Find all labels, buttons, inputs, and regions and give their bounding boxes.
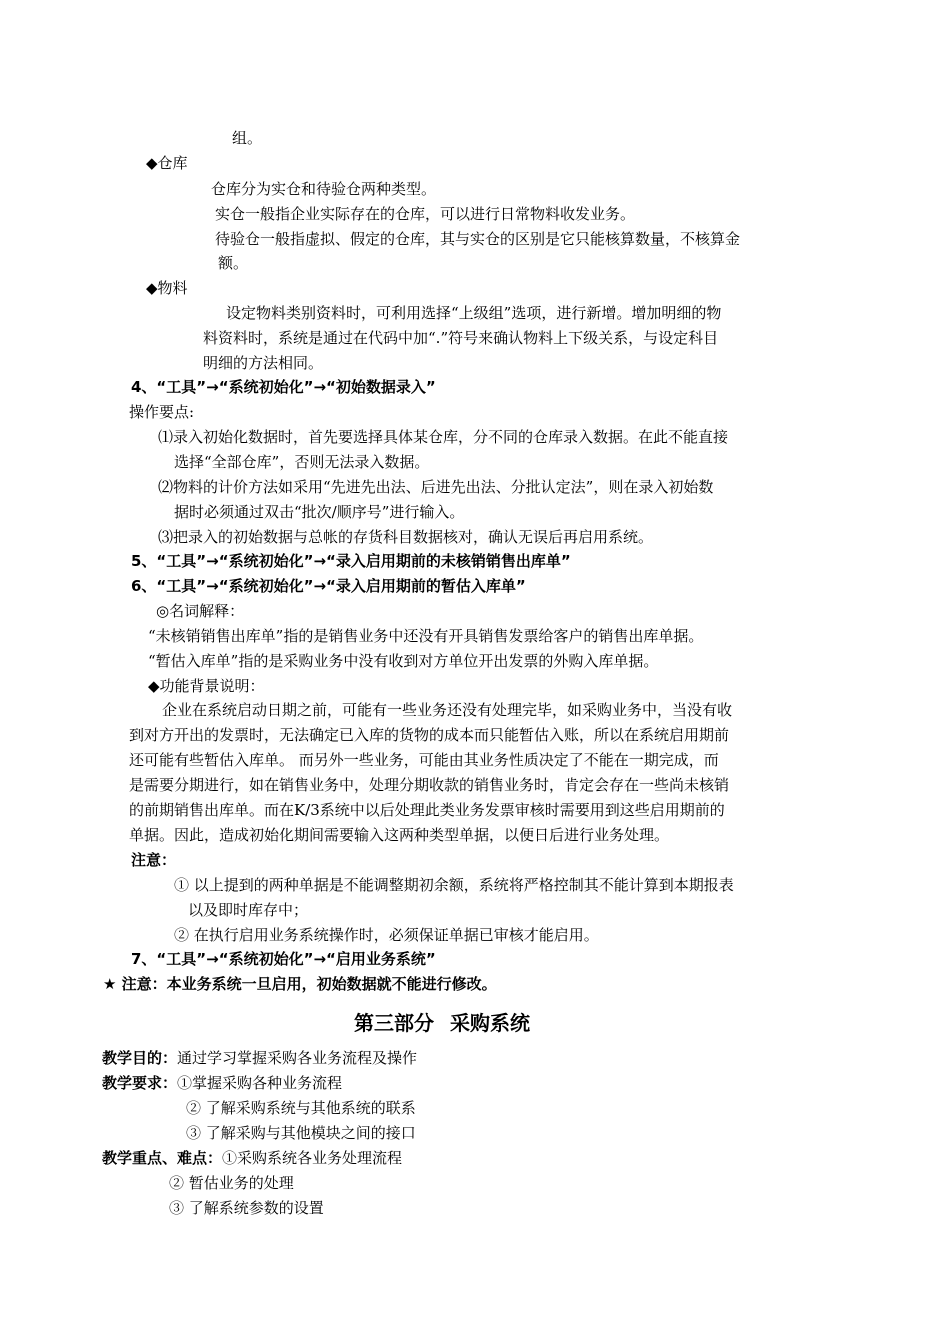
text-line: 操作要点: — [129, 403, 195, 421]
step-heading-5: 5、“工具”→“系统初始化”→“录入启用期前的未核销销售出库单” — [131, 552, 571, 570]
step-heading-7: 7、“工具”→“系统初始化”→“启用业务系统” — [131, 950, 436, 968]
teaching-requirement-1: ①掌握采购各种业务流程 — [177, 1074, 343, 1092]
text-line: 以及即时库存中； — [188, 901, 309, 919]
text-line: 是需要分期进行，如在销售业务中，处理分期收款的销售业务时，肯定会存在一些尚未核销 — [129, 776, 730, 794]
teaching-requirement-label: 教学要求： — [102, 1074, 178, 1092]
text-line: 仓库分为实仓和待验仓两种类型。 — [211, 180, 437, 198]
section-title — [354, 1010, 530, 1036]
text-line: 还可能有些暂估入库单。 而另外一些业务，可能由其业务性质决定了不能在一期完成，而 — [129, 751, 719, 769]
text-line: 据时必须通过双击“批次/顺序号”进行输入。 — [174, 503, 465, 521]
bullet-heading-material: ◆物料 — [146, 279, 188, 297]
teaching-goal-text: 通过学习掌握采购各业务流程及操作 — [177, 1049, 418, 1067]
teaching-goal-label: 教学目的： — [102, 1049, 178, 1067]
list-item: ② 在执行启用业务系统操作时，必须保证单据已审核才能启用。 — [174, 926, 599, 944]
teaching-requirement-2: ② 了解采购系统与其他系统的联系 — [186, 1099, 416, 1117]
teaching-key-1: ①采购系统各业务处理流程 — [222, 1149, 403, 1167]
step-heading-4: 4、“工具”→“系统初始化”→“初始数据录入” — [131, 378, 436, 396]
note-label: 注意： — [131, 851, 177, 869]
text-line: 待验仓一般指虚拟、假定的仓库，其与实仓的区别是它只能核算数量，不核算金 — [215, 230, 741, 248]
bullet-heading-background: ◆功能背景说明： — [148, 677, 265, 695]
text-line: 企业在系统启动日期之前，可能有一些业务还没有处理完毕，如采购业务中，当没有收 — [162, 701, 733, 719]
section-name: 采购系统 — [450, 1011, 530, 1035]
teaching-key-2: ② 暂估业务的处理 — [169, 1174, 294, 1192]
teaching-goal — [102, 1048, 417, 1068]
list-item: ① 以上提到的两种单据是不能调整期初余额，系统将严格控制其不能计算到本期报表 — [174, 876, 734, 894]
text-line: 额。 — [218, 254, 249, 272]
teaching-key-3: ③ 了解系统参数的设置 — [169, 1199, 324, 1217]
list-item: ⑶把录入的初始数据与总帐的存货科目数据核对，确认无误后再启用系统。 — [158, 528, 654, 546]
text-line: 选择“全部仓库”，否则无法录入数据。 — [174, 453, 430, 471]
text-line: 组。 — [232, 129, 263, 147]
text-line: ◎名词解释： — [156, 602, 245, 620]
teaching-key-label: 教学重点、难点： — [102, 1149, 223, 1167]
list-item: ⑴录入初始化数据时，首先要选择具体某仓库，分不同的仓库录入数据。在此不能直接 — [158, 428, 729, 446]
text-line: 实仓一般指企业实际存在的仓库，可以进行日常物料收发业务。 — [215, 205, 636, 223]
bullet-heading-warehouse: ◆仓库 — [146, 154, 188, 172]
text-line: 单据。因此，造成初始化期间需要输入这两种类型单据，以便日后进行业务处理。 — [129, 826, 670, 844]
teaching-requirement — [102, 1073, 342, 1093]
teaching-key-points — [102, 1148, 402, 1168]
text-line: “未核销销售出库单”指的是销售业务中还没有开具销售发票给客户的销售出库单据。 — [148, 627, 704, 645]
text-line: 到对方开出的发票时，无法确定已入库的货物的成本而只能暂估入账，所以在系统启用期前 — [129, 726, 730, 744]
text-line: 的前期销售出库单。而在K/3系统中以后处理此类业务发票审核时需要用到这些启用期前的 — [129, 801, 725, 819]
list-item: ⑵物料的计价方法如采用“先进先出法、后进先出法、分批认定法”，则在录入初始数 — [158, 478, 714, 496]
teaching-requirement-3: ③ 了解采购与其他模块之间的接口 — [186, 1124, 416, 1142]
text-line: 设定物料类别资料时，可利用选择“上级组”选项，进行新增。增加明细的物 — [226, 304, 722, 322]
text-line: 料资料时，系统是通过在代码中加“.”符号来确认物料上下级关系，与设定科目 — [203, 329, 719, 347]
text-line: “暂估入库单”指的是采购业务中没有收到对方单位开出发票的外购入库单据。 — [148, 652, 659, 670]
star-note: ★ 注意：本业务系统一旦启用，初始数据就不能进行修改。 — [103, 975, 497, 993]
text-line: 明细的方法相同。 — [203, 354, 324, 372]
step-heading-6: 6、“工具”→“系统初始化”→“录入启用期前的暂估入库单” — [131, 577, 526, 595]
section-part-label: 第三部分 — [354, 1011, 434, 1035]
